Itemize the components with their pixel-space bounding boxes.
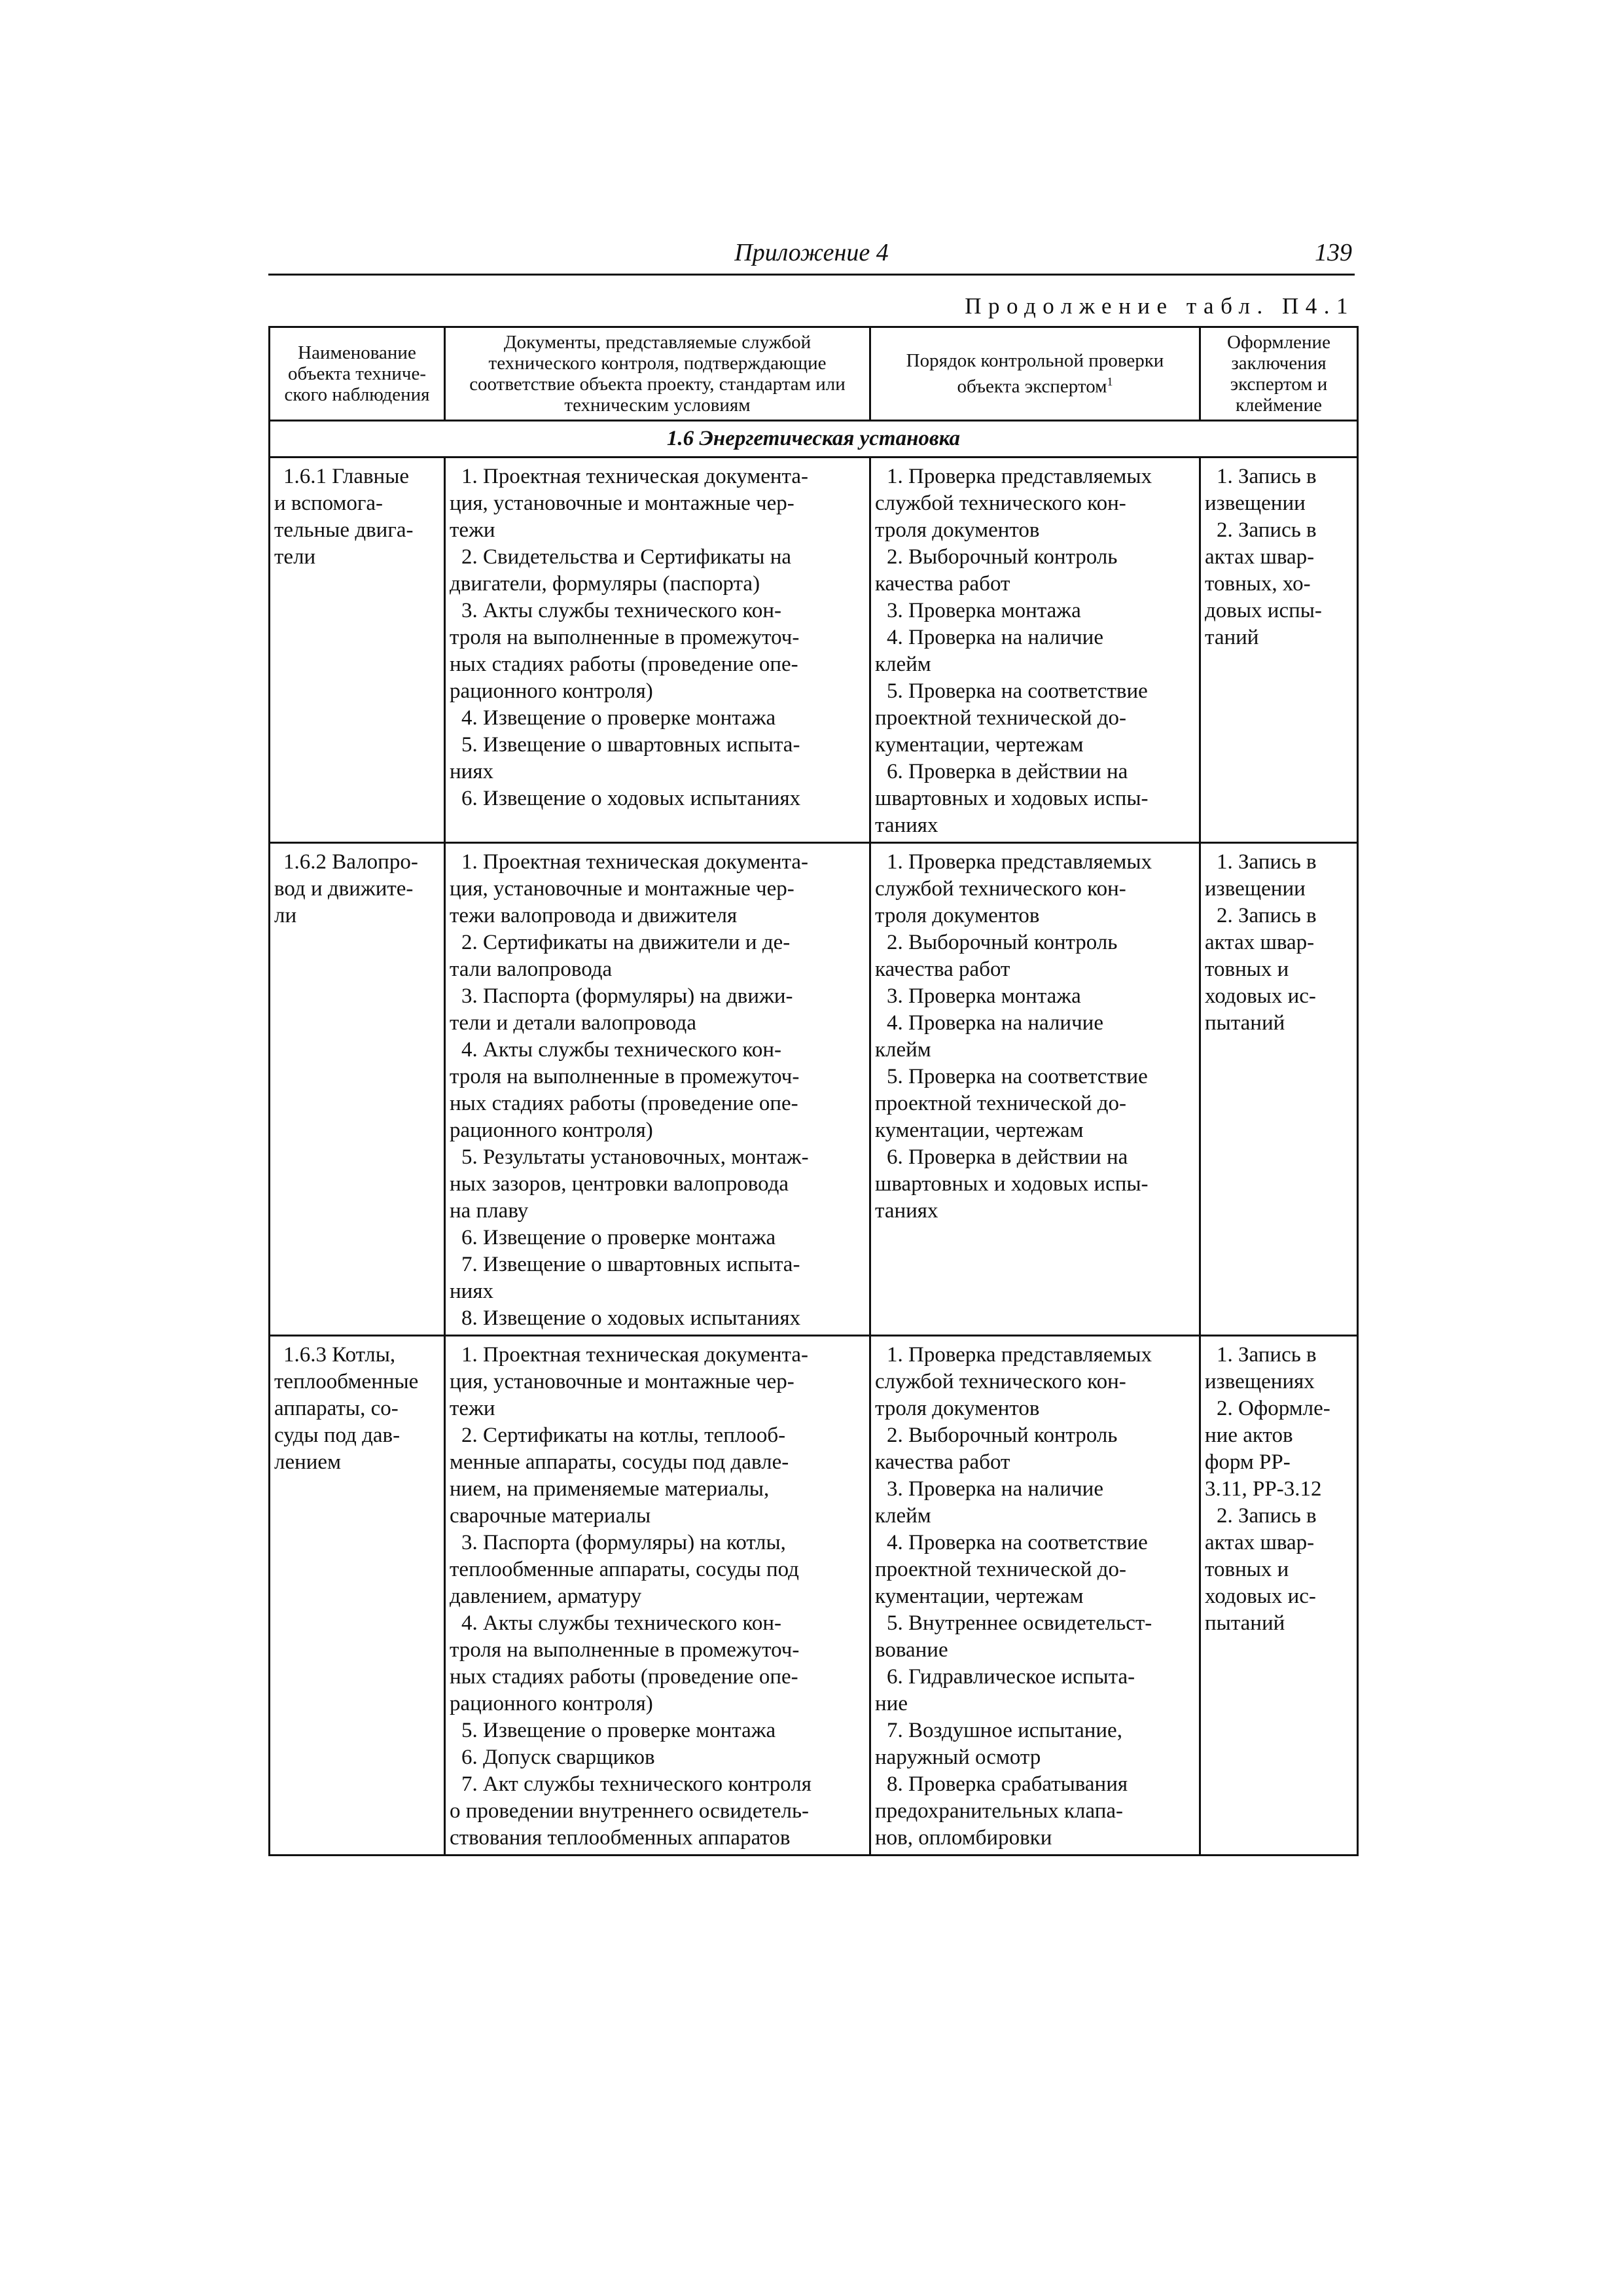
conclusion-item: 2. Запись в актах швар- товных, хо- довых испы- таний	[1205, 518, 1322, 649]
object-cell	[270, 1336, 445, 1856]
object-cell	[270, 457, 445, 843]
conclusion-cell	[1200, 1336, 1358, 1856]
appendix-title: Приложение 4	[734, 239, 889, 266]
conclusion-item: 2. Оформле- ние актов форм РР- 3.11, РР-3.12	[1205, 1397, 1330, 1501]
section-title: 1.6 Энергетическая установка	[270, 421, 1358, 457]
check-item: 2. Выборочный контроль качества работ	[875, 1424, 1118, 1474]
document-item: 6. Извещение о ходовых испытаниях	[461, 787, 801, 810]
check-item: 4. Проверка на наличие клейм	[875, 626, 1103, 676]
object-name: 1.6.2 Валопро- вод и движите- ли	[274, 850, 418, 927]
document-item: 6. Извещение о проверке монтажа	[461, 1226, 776, 1249]
documents-cell	[445, 457, 870, 843]
document-item: 3. Паспорта (формуляры) на котлы, теплообменные аппараты, сосуды под давлением, арматуру	[450, 1531, 799, 1608]
document-item: 3. Паспорта (формуляры) на движи- тели и детали валопровода	[450, 984, 793, 1035]
document-item: 5. Извещение о швартовных испыта- ниях	[450, 733, 800, 783]
object-cell	[270, 843, 445, 1336]
check-item: 1. Проверка представляемых службой технического кон- троля документов	[875, 1343, 1152, 1420]
document-item: 1. Проектная техническая документа- ция, установочные и монтажные чер- тежи валопровода и движителя	[450, 850, 808, 927]
table-row	[270, 1336, 1358, 1856]
check-item: 6. Проверка в действии на швартовных и ходовых испы- таниях	[875, 1145, 1149, 1223]
check-item: 6. Гидравлическое испыта- ние	[875, 1665, 1135, 1715]
table-row	[270, 457, 1358, 843]
document-item: 7. Акт службы технического контроля о проведении внутреннего освидетель- ствования теплообменных аппаратов	[450, 1772, 812, 1850]
check-item: 1. Проверка представляемых службой технического кон- троля документов	[875, 465, 1152, 542]
header-checks-label: Порядок контрольной проверки объекта экспертом	[906, 350, 1164, 397]
check-item: 5. Проверка на соответствие проектной технической до- кументации, чертежам	[875, 679, 1148, 757]
page-number: 139	[1315, 239, 1352, 266]
checks-cell	[870, 457, 1200, 843]
section-row	[270, 421, 1358, 457]
header-object: Наименование объекта техниче-ского наблюдения	[270, 327, 445, 421]
documents-cell	[445, 1336, 870, 1856]
table-row	[270, 843, 1358, 1336]
document-item: 2. Сертификаты на движители и де- тали валопровода	[450, 931, 791, 981]
check-item: 7. Воздушное испытание, наружный осмотр	[875, 1719, 1122, 1769]
conclusion-item: 2. Запись в актах швар- товных и ходовых ис- пытаний	[1205, 1504, 1317, 1635]
object-name: 1.6.1 Главные и вспомога- тельные двига- тели	[274, 465, 414, 569]
document-item: 8. Извещение о ходовых испытаниях	[461, 1306, 801, 1330]
conclusion-cell	[1200, 843, 1358, 1336]
header-documents: Документы, представляемые службой технического контроля, подтверждающие соответствие объекта проекту, стандартам или техническим условиям	[445, 327, 870, 421]
check-item: 4. Проверка на наличие клейм	[875, 1011, 1103, 1062]
checks-cell	[870, 1336, 1200, 1856]
check-item: 1. Проверка представляемых службой технического кон- троля документов	[875, 850, 1152, 927]
object-name: 1.6.3 Котлы, теплообменные аппараты, со- суды под дав- лением	[274, 1343, 419, 1474]
checks-cell	[870, 843, 1200, 1336]
footnote-marker: 1	[1107, 375, 1113, 389]
conclusion-item: 1. Запись в извещениях	[1205, 1343, 1317, 1393]
check-item: 5. Проверка на соответствие проектной технической до- кументации, чертежам	[875, 1065, 1148, 1142]
check-item: 3. Проверка на наличие клейм	[875, 1477, 1103, 1528]
check-item: 4. Проверка на соответствие проектной технической до- кументации, чертежам	[875, 1531, 1148, 1608]
check-item: 6. Проверка в действии на швартовных и ходовых испы- таниях	[875, 760, 1149, 837]
check-item: 2. Выборочный контроль качества работ	[875, 931, 1118, 981]
conclusion-item: 1. Запись в извещении	[1205, 465, 1317, 515]
header-conclusion: Оформление заключения экспертом и клеймение	[1200, 327, 1358, 421]
document-item: 2. Сертификаты на котлы, теплооб- менные аппараты, сосуды под давле- нием, на применяемые материалы, сварочные материалы	[450, 1424, 789, 1528]
check-item: 8. Проверка срабатывания предохранительных клапа- нов, опломбировки	[875, 1772, 1128, 1850]
check-item: 2. Выборочный контроль качества работ	[875, 545, 1118, 596]
document-item: 5. Результаты установочных, монтаж- ных зазоров, центровки валопровода на плаву	[450, 1145, 809, 1223]
conclusion-cell	[1200, 457, 1358, 843]
document-item: 4. Акты службы технического кон- троля на выполненные в промежуточ- ных стадиях работы (проведение опе- рационного контроля)	[450, 1038, 800, 1142]
document-item: 1. Проектная техническая документа- ция, установочные и монтажные чер- тежи	[450, 1343, 808, 1420]
table-header-row	[270, 327, 1358, 421]
document-item: 3. Акты службы технического кон- троля на выполненные в промежуточ- ных стадиях работы (проведение опе- рационного контроля)	[450, 599, 800, 703]
document-item: 5. Извещение о проверке монтажа	[461, 1719, 776, 1742]
table-continuation-label: Продолжение табл. П4.1	[965, 293, 1355, 319]
conclusion-item: 2. Запись в актах швар- товных и ходовых ис- пытаний	[1205, 904, 1317, 1035]
document-item: 2. Свидетельства и Сертификаты на двигатели, формуляры (паспорта)	[450, 545, 792, 596]
header-checks	[870, 327, 1200, 421]
documents-cell	[445, 843, 870, 1336]
document-item: 7. Извещение о швартовных испыта- ниях	[450, 1253, 800, 1303]
check-item: 5. Внутреннее освидетельст- вование	[875, 1611, 1152, 1662]
document-item: 6. Допуск сварщиков	[461, 1746, 655, 1769]
check-item: 3. Проверка монтажа	[887, 599, 1081, 622]
document-item: 1. Проектная техническая документа- ция, установочные и монтажные чер- тежи	[450, 465, 808, 542]
conclusion-item: 1. Запись в извещении	[1205, 850, 1317, 901]
document-item: 4. Извещение о проверке монтажа	[461, 706, 776, 730]
check-item: 3. Проверка монтажа	[887, 984, 1081, 1008]
running-header	[268, 234, 1355, 276]
inspection-table	[268, 326, 1359, 1856]
document-item: 4. Акты службы технического кон- троля на выполненные в промежуточ- ных стадиях работы (проведение опе- рационного контроля)	[450, 1611, 800, 1715]
